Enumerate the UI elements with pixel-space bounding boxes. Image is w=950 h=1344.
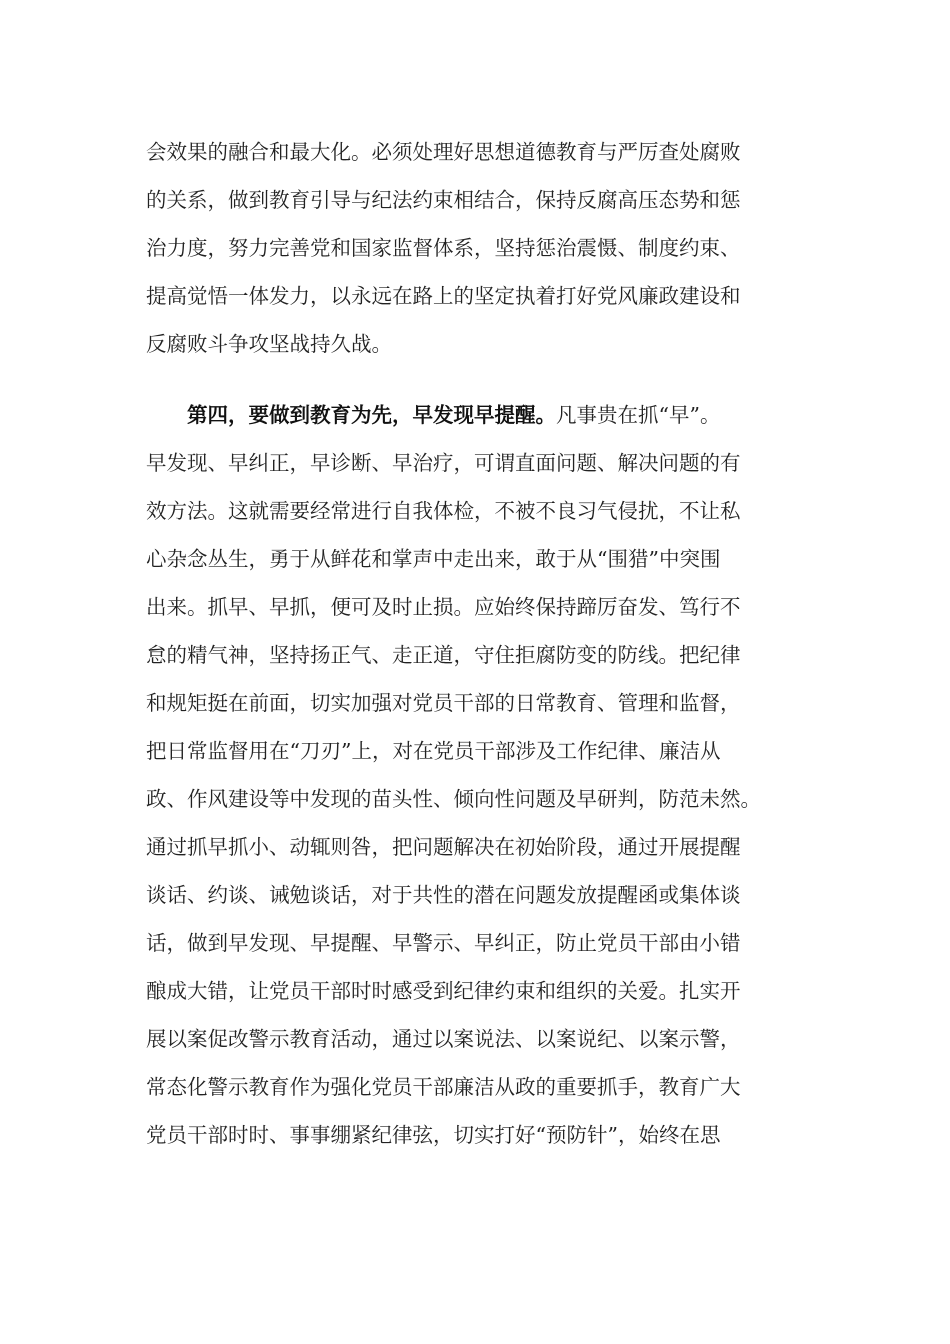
- paragraph-2-line: 效方法。这就需要经常进行自我体检，不被不良习气侵扰，不让私: [146, 499, 741, 523]
- paragraph-2-line: 展以案促改警示教育活动，通过以案说法、以案说纪、以案示警，: [146, 1027, 741, 1051]
- paragraph-2-line: 话，做到早发现、早提醒、早警示、早纠正，防止党员干部由小错: [146, 931, 741, 955]
- paragraph-2-line: 早发现、早纠正，早诊断、早治疗，可谓直面问题、解决问题的有: [146, 451, 741, 475]
- paragraph-2-first-line-rest: 凡事贵在抓“早”。: [556, 403, 721, 427]
- paragraph-2-line: 心杂念丛生，勇于从鲜花和掌声中走出来，敢于从“围猎”中突围: [146, 547, 721, 571]
- paragraph-2-line: 常态化警示教育作为强化党员干部廉洁从政的重要抓手，教育广大: [146, 1075, 741, 1099]
- paragraph-2-line: 酿成大错，让党员干部时时感受到纪律约束和组织的关爱。扎实开: [146, 979, 741, 1003]
- paragraph-2-line: 政、作风建设等中发现的苗头性、倾向性问题及早研判，防范未然。: [146, 787, 761, 811]
- paragraph-2-line: 谈话、约谈、诫勉谈话，对于共性的潜在问题发放提醒函或集体谈: [146, 883, 741, 907]
- paragraph-2-line: 出来。抓早、早抓，便可及时止损。应始终保持蹄厉奋发、笃行不: [146, 595, 741, 619]
- paragraph-1-line-3: 治力度，努力完善党和国家监督体系，坚持惩治震慑、制度约束、: [146, 236, 741, 260]
- paragraph-2-line: 把日常监督用在“刀刃”上，对在党员干部涉及工作纪律、廉洁从: [146, 739, 721, 763]
- paragraph-1-line-5: 反腐败斗争攻坚战持久战。: [146, 332, 392, 356]
- paragraph-2-line: 党员干部时时、事事绷紧纪律弦，切实打好“预防针”，始终在思: [146, 1123, 721, 1147]
- paragraph-2-line: 和规矩挺在前面，切实加强对党员干部的日常教育、管理和监督，: [146, 691, 741, 715]
- paragraph-2-first-line: [187, 400, 720, 430]
- paragraph-1-line-1: 会效果的融合和最大化。必须处理好思想道德教育与严厉查处腐败: [146, 140, 741, 164]
- document-body: [146, 0, 806, 1344]
- paragraph-2-line: 怠的精气神，坚持扬正气、走正道，守住拒腐防变的防线。把纪律: [146, 643, 741, 667]
- paragraph-1-line-4: 提高觉悟一体发力，以永远在路上的坚定执着打好党风廉政建设和: [146, 284, 741, 308]
- paragraph-1-line-2: 的关系，做到教育引导与纪法约束相结合，保持反腐高压态势和惩: [146, 188, 741, 212]
- section-heading: 第四，要做到教育为先，早发现早提醒。: [187, 403, 556, 427]
- paragraph-2-line: 通过抓早抓小、动辄则咎，把问题解决在初始阶段，通过开展提醒: [146, 835, 741, 859]
